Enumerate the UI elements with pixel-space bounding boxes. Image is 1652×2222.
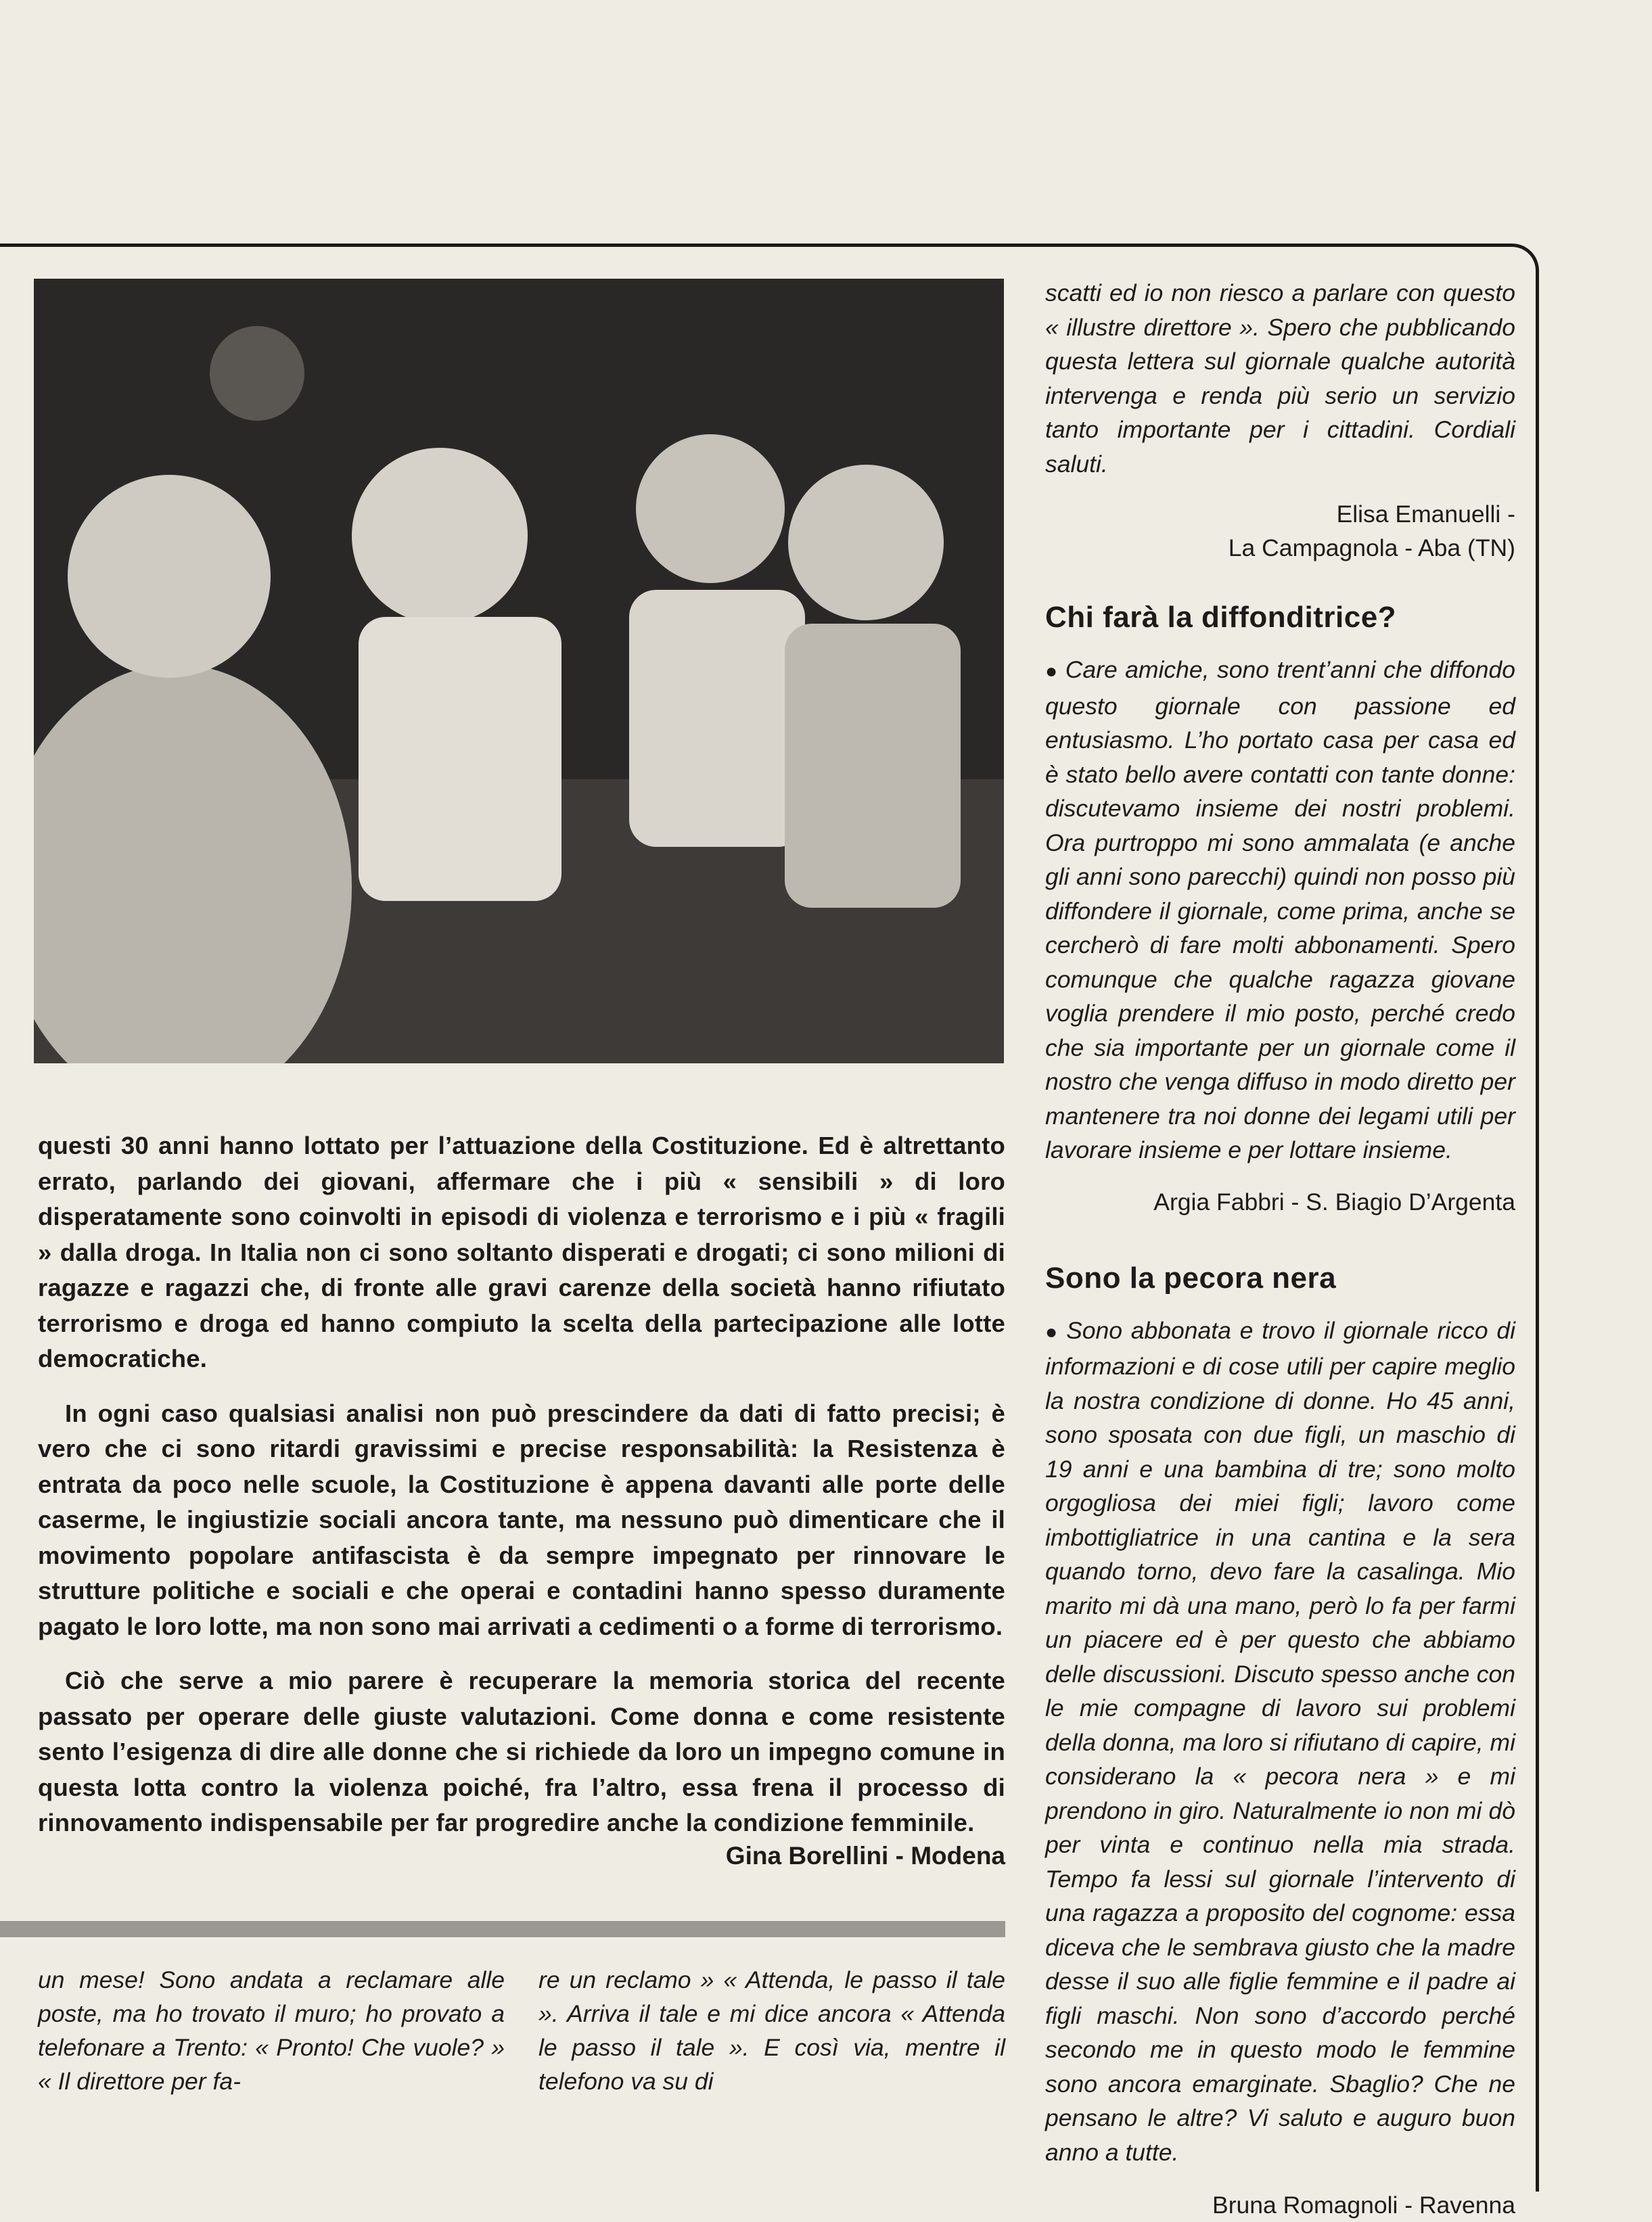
letter1-body [1045,653,1515,1167]
continuation-signature-line1: Elisa Emanuelli - [1336,501,1515,528]
section-divider [0,1921,1005,1937]
main-paragraph-2: In ogni caso qualsiasi analisi non può prescindere da dati di fatto precisi; è vero che ci sono ritardi gravissimi e precise responsabilità: la Resistenza è entrata da poco nelle scuole, la Costituzione è appena davanti alle porte delle caserme, le ingiustizie sociali ancora tante, ma nessuno può dimenticare che il movimento popolare antifascista è da sempre impegnato per rinnovare le strutture politiche e sociali e che operai e contadini hanno spesso duramente pagato le loro lotte, ma non sono mai arrivati a cedimenti o a forme di terrorismo. [38,1399,1005,1640]
right-column [1045,276,1515,2222]
continuation-signature-line2: La Campagnola - Aba (TN) [1228,534,1515,561]
main-article [38,1128,1005,1860]
bullet-icon: ● [1045,1320,1060,1343]
photo-placeholder-icon [34,279,1004,1063]
photo [34,279,1004,1063]
letter1-body-text: Care amiche, sono trent’anni che diffondo questo giornale con passione ed entusiasmo. L’ho portato casa per casa ed è stato bello avere contatti con tante donne: discutevamo insieme dei nostri problemi. Ora purtroppo mi sono ammalata (e anche gli anni sono parecchi) quindi non posso più diffondere il giornale, come prima, anche se cercherò di fare molti abbonamenti. Spero comunque che qualche ragazza giovane voglia prendere il mio posto, perché credo che sia importante per un giornale come il nostro che venga diffuso in modo diretto per mantenere tra noi donne dei legami utili per lavorare insieme e per lottare insieme. [1045,656,1515,1163]
main-paragraph-1: questi 30 anni hanno lottato per l’attuazione della Costituzione. Ed è altrettanto errato, parlando dei giovani, affermare che i più « sensibili » di loro disperatamente sono coinvolti in episodi di violenza e terrorismo e i più « fragili » dalla droga. In Italia non ci sono soltanto disperati e drogati; ci sono milioni di ragazze e ragazzi che, di fronte alle gravi carenze della società hanno rifiutato terrorismo e droga ed hanno compiuto la scelta della partecipazione alle lotte democratiche. [38,1132,1005,1372]
letter2-heading: Sono la pecora nera [1045,1261,1337,1295]
bottom-letter-col2 [538,1963,1005,2098]
letter1-heading: Chi farà la diffonditrice? [1045,601,1397,634]
main-paragraph-3: Ciò che serve a mio parere è recuperare la memoria storica del recente passato per operare delle giuste valutazioni. Come donna e come resistente sento l’esigenza di dire alle donne che si richiede da loro un impegno comune in questa lotta contro la violenza poiché, fra l’altro, essa frena il processo di rinnovamento indispensabile per far progredire anche la condizione femminile. [38,1667,1005,1836]
letter2-signature: Bruna Romagnoli - Ravenna [1212,2192,1515,2219]
continuation-text: scatti ed io non riesco a parlare con questo « illustre direttore ». Spero che pubblicando questa lettera sul giornale qualche autorità intervenga e renda più serio un servizio tanto importante per i cittadini. Cordiali saluti. [1045,279,1515,478]
continuation-signature [1045,497,1515,565]
bottom-letter-text-1: un mese! Sono andata a reclamare alle poste, ma ho trovato il muro; ho provato a telefonare a Trento: « Pronto! Che vuole? » « Il direttore per fa- [38,1966,505,2095]
main-signature: Gina Borellini - Modena [725,1842,1005,1870]
bullet-icon: ● [1045,660,1059,682]
bottom-letter-col1 [38,1963,505,2098]
letter2-body [1045,1314,1515,2170]
letter2-body-text: Sono abbonata e trovo il giornale ricco di informazioni e di cose utili per capire meglio la nostra condizione di donne. Ho 45 anni, sono sposata con due figli, un maschio di 19 anni e una bambina di tre; sono molto orgogliosa dei miei figli; lavoro come imbottigliatrice in una cantina e la sera quando torno, devo fare la casalinga. Mio marito mi dà una mano, però lo fa per farmi un piacere ed è per questo che abbiamo delle discussioni. Discuto spesso anche con le mie compagne di lavoro sui problemi della donna, ma loro si rifiutano di capire, mi considerano la « pecora nera » e mi prendono in giro. Naturalmente io non mi dò per vinta e continuo nella mia strada. Tempo fa lessi sul giornale l’intervento di una ragazza a proposito del cognome: essa diceva che le sembrava giusto che la madre desse il suo alle figlie femmine e il padre ai figli maschi. Non sono d’accordo perché secondo me in questo modo le femmine sono ancora emarginate. Sbaglio? Che ne pensano le altre? Vi saluto e auguro buon anno a tutte. [1045,1316,1515,2166]
bottom-letter-text-2: re un reclamo » « Attenda, le passo il tale ». Arriva il tale e mi dice ancora « Attenda le passo il tale ». E così via, mentre il telefono va su di [538,1966,1005,2095]
letter1-signature: Argia Fabbri - S. Biagio D’Argenta [1153,1188,1515,1216]
